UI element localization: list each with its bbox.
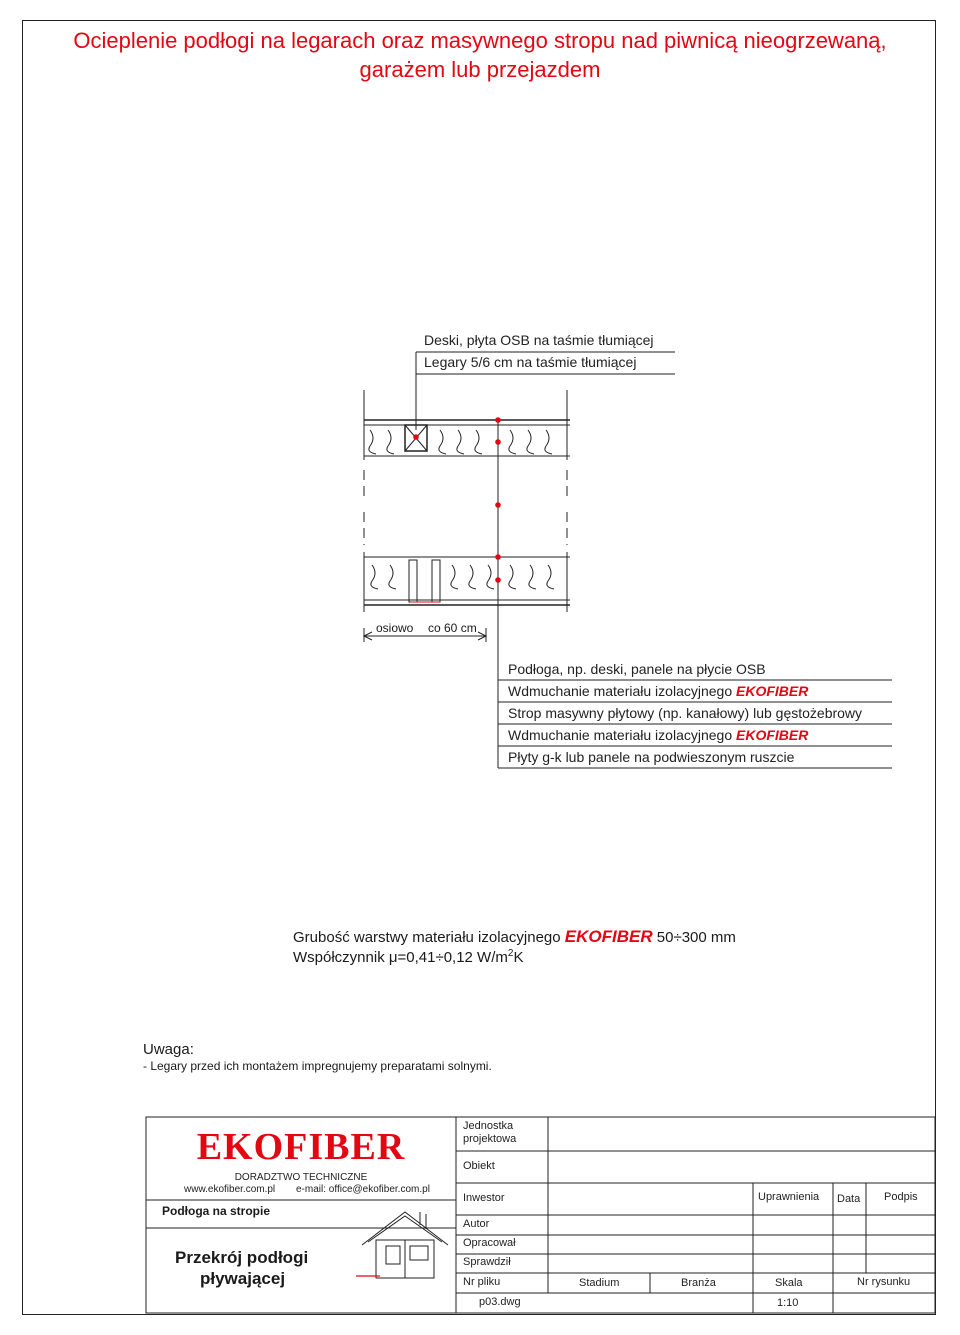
house-sketch-icon <box>362 1212 448 1278</box>
drawing-title-line1: Przekrój podłogi <box>175 1248 309 1267</box>
company-website: www.ekofiber.com.pl <box>184 1184 276 1195</box>
company-subtitle: DORADZTWO TECHNICZNE <box>234 1172 368 1183</box>
drawing-title-line2: pływającej <box>200 1269 286 1288</box>
spec-coefficient: Współczynnik μ=0,41÷0,12 $W/m^2K$ <box>293 948 524 966</box>
label-nr-pliku: Nr pliku <box>463 1276 501 1288</box>
dim-label-axial: osiowo <box>376 621 414 635</box>
brand-text: EKOFIBER <box>736 683 809 699</box>
layer-label-insulation-upper: Wdmuchanie materiału izolacyjnego EKOFIBER <box>508 683 809 699</box>
brand-text: EKOFIBER <box>564 927 653 946</box>
label-nr-rysunku: Nr rysunku <box>857 1276 911 1288</box>
label-branza: Branża <box>681 1277 716 1289</box>
label-stadium: Stadium <box>579 1277 620 1289</box>
label-joists: Legary 5/6 cm na taśmie tłumiącej <box>424 354 637 370</box>
scale-value: 1:10 <box>777 1297 799 1309</box>
company-email: e-mail: office@ekofiber.com.pl <box>296 1184 430 1195</box>
label-podpis: Podpis <box>884 1191 918 1203</box>
label-data: Data <box>837 1193 861 1205</box>
layer-label-ceiling: Płyty g-k lub panele na podwieszonym ruszcie <box>508 749 795 765</box>
page-title-line1: Ocieplenie podłogi na legarach oraz masywnego stropu nad piwnicą nieogrzewaną, <box>73 28 887 53</box>
label-jednostka-1: Jednostka <box>463 1120 514 1132</box>
note-heading: Uwaga: <box>143 1041 194 1058</box>
label-opracowal: Opracował <box>463 1237 516 1249</box>
brand-text: EKOFIBER <box>736 727 809 743</box>
spec-thickness: Grubość warstwy materiału izolacyjnego EKOFIBER 50÷300 mm <box>293 927 736 946</box>
label-uprawnienia: Uprawnienia <box>758 1191 820 1203</box>
drawing-name: Podłoga na stropie <box>162 1204 271 1218</box>
ekofiber-logo: EKOFIBER <box>196 1126 406 1168</box>
label-osb-boards: Deski, płyta OSB na taśmie tłumiącej <box>424 332 654 348</box>
label-sprawdzil: Sprawdził <box>463 1256 511 1268</box>
layer-label-insulation-lower: Wdmuchanie materiału izolacyjnego EKOFIBER <box>508 727 809 743</box>
file-value: p03.dwg <box>479 1296 521 1308</box>
label-inwestor: Inwestor <box>463 1192 505 1204</box>
layer-label-floor: Podłoga, np. deski, panele na płycie OSB <box>508 661 766 677</box>
layer-label-slab: Strop masywny płytowy (np. kanałowy) lub gęstożebrowy <box>508 705 863 721</box>
page-title-line2: garażem lub przejazdem <box>359 57 601 82</box>
note-text: - Legary przed ich montażem impregnujemy preparatami solnymi. <box>143 1059 492 1073</box>
label-skala: Skala <box>775 1277 803 1289</box>
label-jednostka-2: projektowa <box>463 1133 517 1145</box>
dim-label-spacing: co 60 cm <box>428 621 477 635</box>
label-obiekt: Obiekt <box>463 1160 495 1172</box>
label-autor: Autor <box>463 1218 490 1230</box>
